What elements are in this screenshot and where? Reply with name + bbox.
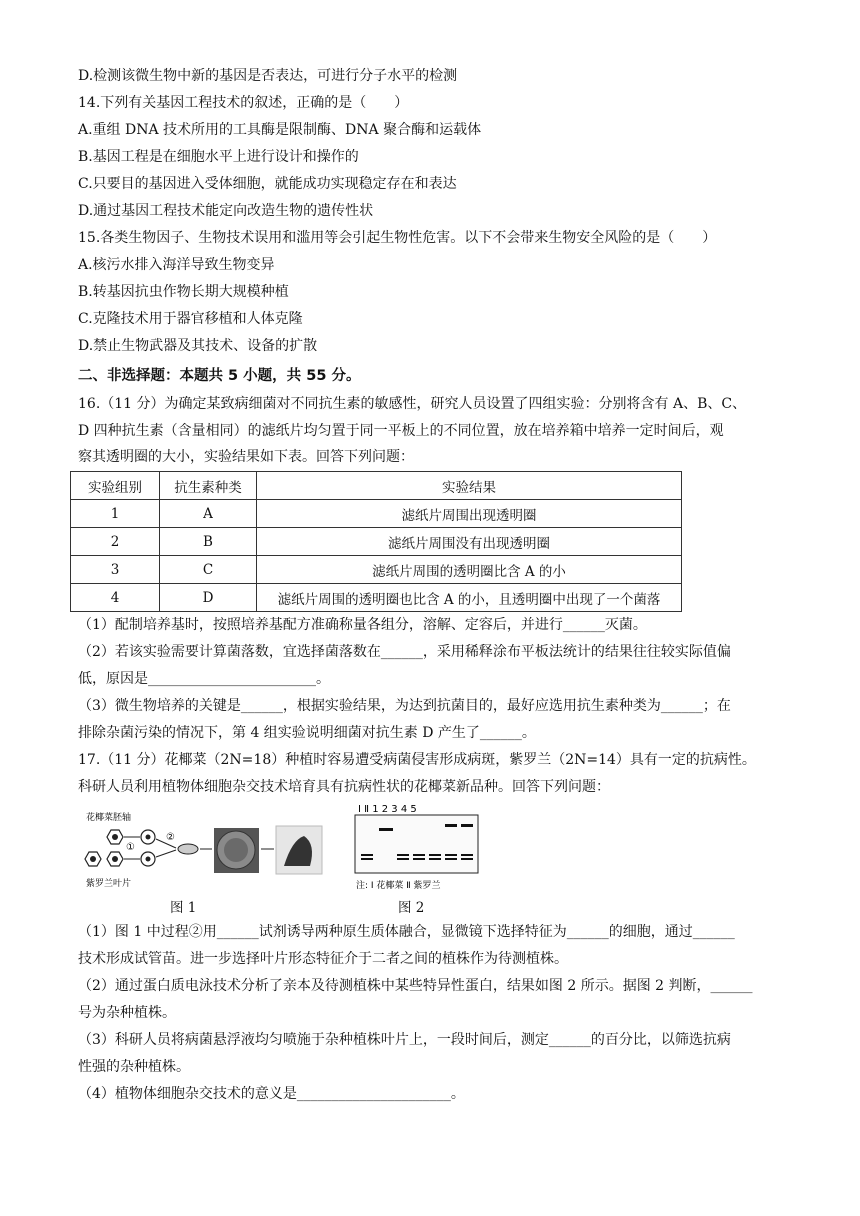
gel-band [361,858,373,860]
q17-sub-1-cont: 技术形成试管苗。进一步选择叶片形态特征介于二者之间的植株作为待测植株。 [78,951,568,967]
table-cell: B [160,528,257,556]
q16-sub-3-cont: 排除杂菌污染的情况下，第 4 组实验说明细菌对抗生素 D 产生了______。 [78,725,536,741]
nucleus-icon [112,834,118,840]
q17-sub-3-cont: 性强的杂种植株。 [78,1059,190,1075]
nucleus-icon [112,856,118,862]
q15-option-b: B.转基因抗虫作物长期大规模种植 [78,284,289,300]
figure-2-note: 注: Ⅰ 花椰菜 Ⅱ 紫罗兰 [356,881,441,891]
gel-frame [355,815,478,873]
gel-band [429,854,441,856]
figure-1 [84,810,334,890]
table-cell: 1 [71,500,160,528]
q14-stem: 14.下列有关基因工程技术的叙述，正确的是（ ） [78,95,409,111]
gel-band [429,858,441,860]
figure-1-label-violet: 紫罗兰叶片 [86,879,132,889]
table-cell: 滤纸片周围的透明圈也比含 A 的小，且透明圈中出现了一个菌落 [257,584,682,612]
gel-band [461,854,473,856]
q17-sub-4: （4）植物体细胞杂交技术的意义是______________________。 [78,1086,465,1102]
table-header-row [71,472,682,500]
q14-option-d: D.通过基因工程技术能定向改造生物的遗传性状 [78,203,374,219]
gel-band [445,854,457,856]
step-2-label: ② [166,832,175,843]
table-cell: 3 [71,556,160,584]
table-header: 实验结果 [257,472,682,500]
table-cell: D [160,584,257,612]
gel-band [445,858,457,860]
step-1-label: ① [126,842,135,853]
gel-band [461,858,473,860]
q16-stem-line-1: 16.（11 分）为确定某致病细菌对不同抗生素的敏感性，研究人员设置了四组实验：分别将含有 A、B、C、 [78,396,747,412]
nucleus-icon [90,856,96,862]
table-cell: 滤纸片周围出现透明圈 [257,500,682,528]
table-cell: C [160,556,257,584]
q17-sub-3: （3）科研人员将病菌悬浮液均匀喷施于杂种植株叶片上，一段时间后，测定______的百分比，以筛选抗病 [78,1032,731,1048]
q16-sub-1: （1）配制培养基时，按照培养基配方准确称量各组分，溶解、定容后，并进行______灭菌。 [78,617,647,633]
table-cell: 滤纸片周围的透明圈比含 A 的小 [257,556,682,584]
table-header: 实验组别 [71,472,160,500]
table-row [71,500,682,528]
results-table [70,471,682,612]
q16-sub-3: （3）微生物培养的关键是______，根据实验结果，为达到抗菌目的，最好应选用抗生素种类为______；在 [78,698,731,714]
table-cell: 4 [71,584,160,612]
q16-stem-line-2: D 四种抗生素（含量相同）的滤纸片均匀置于同一平板上的不同位置，放在培养箱中培养一定时间后，观 [78,423,724,439]
nucleus-icon [146,857,151,862]
lane-labels: Ⅰ Ⅱ 1 2 3 4 5 [358,804,417,815]
table-row [71,528,682,556]
gel-band [413,858,425,860]
culture-dish-icon [178,844,198,854]
q14-option-c: C.只要目的基因进入受体细胞，就能成功实现稳定存在和表达 [78,176,457,192]
gel-band [397,854,409,856]
q17-stem-line-1: 17.（11 分）花椰菜（2N=18）种植时容易遭受病菌侵害形成病斑，紫罗兰（2N=14）具有一定的抗病性。 [78,752,756,768]
figure-1-diagram [84,810,334,890]
figure-2-caption: 图 2 [398,900,425,916]
gel-band [413,854,425,856]
table-header: 抗生素种类 [160,472,257,500]
gel-band [445,824,457,827]
q15-option-d: D.禁止生物武器及其技术、设备的扩散 [78,338,318,354]
q15-stem: 15.各类生物因子、生物技术误用和滥用等会引起生物性危害。以下不会带来生物安全风险的是（ ） [78,230,717,246]
section-title: 二、非选择题：本题共 5 小题，共 55 分。 [78,368,361,384]
table-row [71,556,682,584]
nucleus-icon [146,835,151,840]
q15-option-c: C.克隆技术用于器官移植和人体克隆 [78,311,303,327]
callus-inner-icon [224,838,248,862]
q15-option-a: A.核污水排入海洋导致生物变异 [78,257,275,273]
q17-sub-2: （2）通过蛋白质电泳技术分析了亲本及待测植株中某些特异性蛋白，结果如图 2 所示。据图 2 判断，______ [78,978,753,994]
q16-sub-2: （2）若该实验需要计算菌落数，宜选择菌落数在______，采用稀释涂布平板法统计的结果往往较实际值偏 [78,644,731,660]
arrow-icon [156,850,176,857]
q16-sub-2-cont: 低，原因是________________________。 [78,671,330,687]
figure-1-caption: 图 1 [170,900,197,916]
gel-band [461,824,473,827]
figure-2 [352,802,482,894]
q17-stem-line-2: 科研人员利用植物体细胞杂交技术培育具有抗病性状的花椰菜新品种。回答下列问题： [78,779,610,795]
q14-option-b: B.基因工程是在细胞水平上进行设计和操作的 [78,149,359,165]
q14-option-a: A.重组 DNA 技术所用的工具酶是限制酶、DNA 聚合酶和运载体 [78,122,482,138]
gel-band [361,854,373,856]
gel-band [397,858,409,860]
q17-sub-1: （1）图 1 中过程②用______试剂诱导两种原生质体融合，显微镜下选择特征为______的细胞，通过______ [78,924,735,940]
q17-sub-2-cont: 号为杂种植株。 [78,1005,176,1021]
table-cell: 滤纸片周围没有出现透明圈 [257,528,682,556]
table-cell: A [160,500,257,528]
table-cell: 2 [71,528,160,556]
gel-band [379,828,393,831]
figure-2-gel [352,802,482,894]
figure-1-label-cauliflower: 花椰菜胚轴 [86,813,132,823]
q16-stem-line-3: 察其透明圈的大小，实验结果如下表。回答下列问题： [78,449,414,465]
q13-option-d: D.检测该微生物中新的基因是否表达，可进行分子水平的检测 [78,68,458,84]
table-row [71,584,682,612]
